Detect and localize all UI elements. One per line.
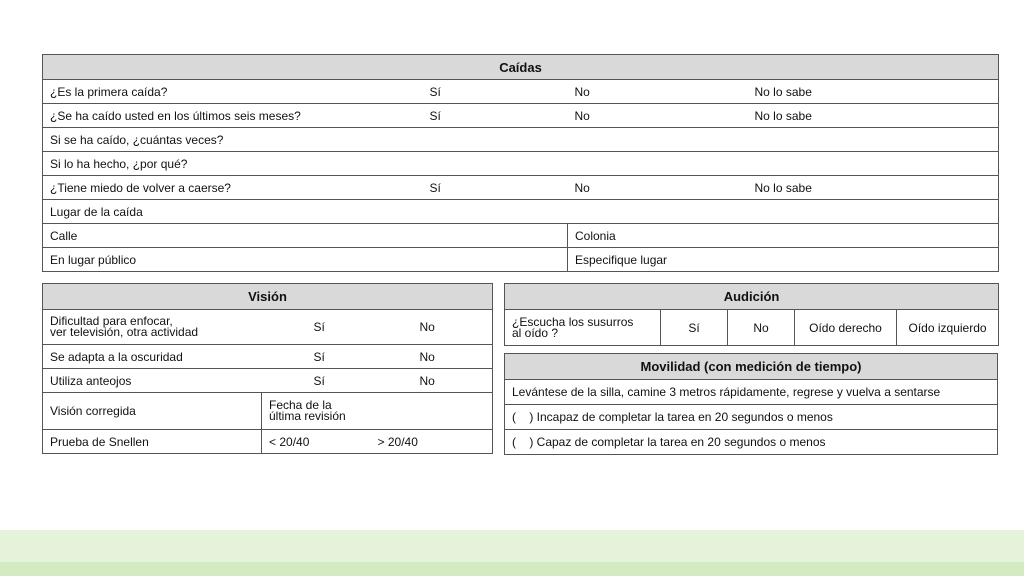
dificultad-si: Sí bbox=[262, 310, 375, 345]
movilidad-instruccion: Levántese de la silla, camine 3 metros rápidamente, regrese y vuelva a sentarse bbox=[505, 380, 998, 405]
publico-label: En lugar público bbox=[43, 248, 568, 272]
q2-nose: No lo sabe bbox=[748, 104, 999, 128]
footer-band-dark bbox=[0, 562, 1024, 576]
audicion-no: No bbox=[728, 310, 795, 346]
table-row bbox=[43, 200, 999, 224]
table-row bbox=[43, 369, 493, 393]
movilidad-capaz: ( ) Capaz de completar la tarea en 20 segundos o menos bbox=[505, 430, 998, 455]
especifique-label: Especifique lugar bbox=[568, 248, 999, 272]
table-row bbox=[43, 104, 999, 128]
table-row bbox=[43, 80, 999, 104]
table-row bbox=[43, 128, 999, 152]
table-row bbox=[43, 310, 493, 345]
table-row bbox=[43, 430, 493, 454]
fecha-line-2: última revisión bbox=[269, 409, 346, 423]
snellen-menor: < 20/40 bbox=[262, 430, 375, 454]
q2-si: Sí bbox=[423, 104, 568, 128]
table-row bbox=[505, 430, 998, 455]
audicion-table bbox=[504, 283, 999, 346]
dificultad-line-1: Dificultad para enfocar, bbox=[50, 314, 173, 328]
q5-label: ¿Tiene miedo de volver a caerse? bbox=[43, 176, 423, 200]
q3-label: Si se ha caído, ¿cuántas veces? bbox=[43, 128, 999, 152]
q5-nose: No lo sabe bbox=[748, 176, 999, 200]
table-row bbox=[43, 176, 999, 200]
table-row bbox=[505, 380, 998, 405]
movilidad-title: Movilidad (con medición de tiempo) bbox=[505, 354, 998, 380]
q5-si: Sí bbox=[423, 176, 568, 200]
q2-no: No bbox=[568, 104, 748, 128]
table-row bbox=[505, 405, 998, 430]
q4-label: Si lo ha hecho, ¿por qué? bbox=[43, 152, 999, 176]
fecha-line-1: Fecha de la bbox=[269, 398, 332, 412]
oscuridad-label: Se adapta a la oscuridad bbox=[43, 345, 262, 369]
anteojos-si: Sí bbox=[262, 369, 375, 393]
lugar-label: Lugar de la caída bbox=[43, 200, 999, 224]
footer-band bbox=[0, 530, 1024, 562]
snellen-mayor: > 20/40 bbox=[375, 430, 493, 454]
movilidad-incapaz: ( ) Incapaz de completar la tarea en 20 segundos o menos bbox=[505, 405, 998, 430]
table-row bbox=[43, 224, 999, 248]
movilidad-table bbox=[504, 353, 998, 455]
q1-si: Sí bbox=[423, 80, 568, 104]
q1-label: ¿Es la primera caída? bbox=[43, 80, 423, 104]
vision-title: Visión bbox=[43, 284, 493, 310]
colonia-label: Colonia bbox=[568, 224, 999, 248]
oscuridad-no: No bbox=[375, 345, 493, 369]
vision-table bbox=[42, 283, 493, 454]
susurros-line-2: al oído ? bbox=[512, 325, 559, 340]
susurros-label bbox=[505, 310, 661, 346]
table-row bbox=[43, 152, 999, 176]
oido-derecho: Oído derecho bbox=[795, 310, 897, 346]
calle-label: Calle bbox=[43, 224, 568, 248]
audicion-title: Audición bbox=[505, 284, 999, 310]
anteojos-no: No bbox=[375, 369, 493, 393]
caidas-title: Caídas bbox=[43, 55, 999, 80]
snellen-label: Prueba de Snellen bbox=[43, 430, 262, 454]
corregida-label: Visión corregida bbox=[43, 393, 262, 430]
dificultad-line-2: ver televisión, otra actividad bbox=[50, 325, 199, 339]
q2-label: ¿Se ha caído usted en los últimos seis meses? bbox=[43, 104, 423, 128]
table-row bbox=[43, 393, 493, 430]
q5-no: No bbox=[568, 176, 748, 200]
susurros-line-1: ¿Escucha los susurros bbox=[512, 314, 634, 329]
caidas-table bbox=[42, 54, 999, 272]
oido-izquierdo: Oído izquierdo bbox=[897, 310, 999, 346]
fecha-label bbox=[262, 393, 493, 430]
dificultad-no: No bbox=[375, 310, 493, 345]
audicion-si: Sí bbox=[661, 310, 728, 346]
table-row bbox=[43, 248, 999, 272]
table-row bbox=[43, 345, 493, 369]
q1-no: No bbox=[568, 80, 748, 104]
oscuridad-si: Sí bbox=[262, 345, 375, 369]
q1-nose: No lo sabe bbox=[748, 80, 999, 104]
anteojos-label: Utiliza anteojos bbox=[43, 369, 262, 393]
dificultad-label bbox=[43, 310, 262, 345]
table-row bbox=[505, 310, 999, 346]
